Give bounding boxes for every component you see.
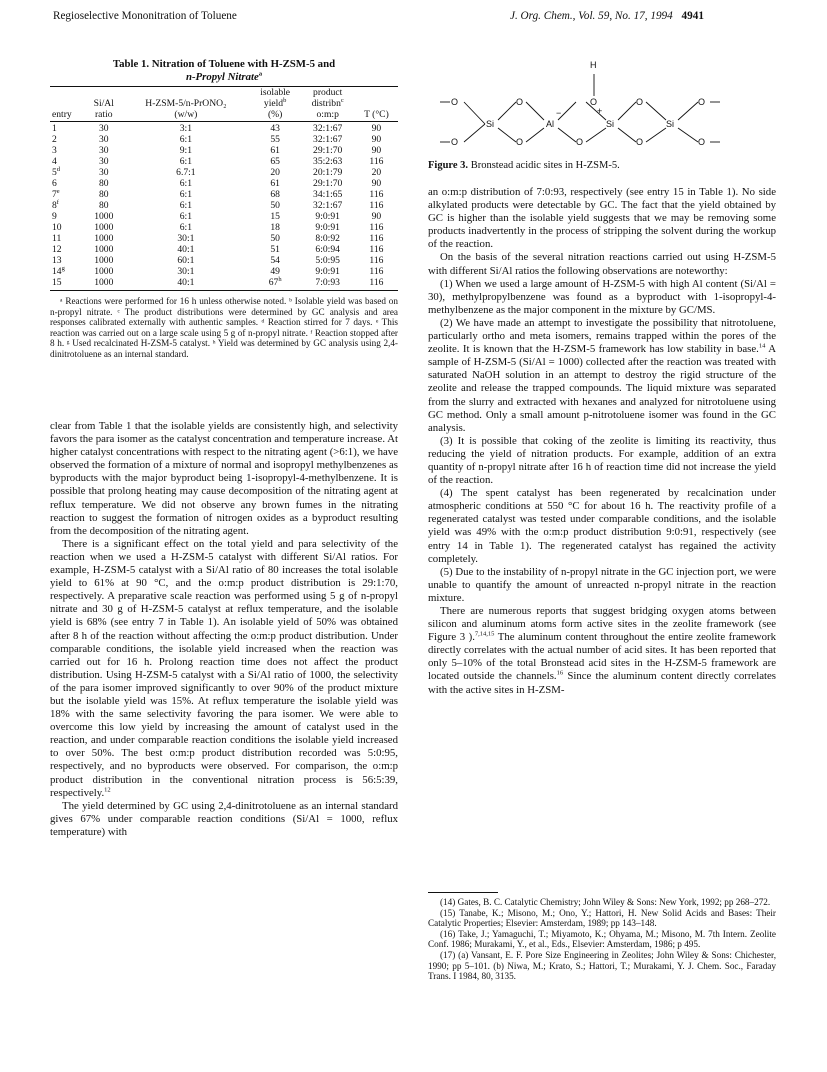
td-sial (86, 233, 122, 244)
reference-15: (15) Tanabe, K.; Misono, M.; Ono, Y.; Hattori, H. New Solid Acids and Bases: Their Catalytic Properties; Elsevier: Amsterdam, 1989; pp 143–148. (428, 907, 776, 929)
table-row (50, 123, 398, 134)
td-entry-value: 1 (52, 123, 57, 134)
td-entry-value: 6 (52, 178, 57, 189)
table-row (50, 178, 398, 189)
th-dist-3: o:m:p (316, 109, 339, 120)
td-ratio-value: 6:1 (179, 156, 192, 167)
td-entry-value: 3 (52, 145, 57, 156)
figure-3 (420, 58, 780, 170)
td-entry-value: 8 (52, 200, 57, 211)
td-yield-value: 61 (270, 178, 280, 189)
table-row (50, 189, 398, 200)
td-entry-value: 7 (52, 189, 57, 200)
th-yield-1: isolable (260, 87, 291, 98)
th-cat-2: (w/w) (174, 109, 198, 120)
td-ratio-value: 6.7:1 (176, 167, 196, 178)
th-yield-2-text: yield (263, 98, 284, 109)
td-temp-value: 116 (369, 200, 384, 211)
td-yield (250, 255, 301, 266)
th-yield-3: (%) (267, 109, 283, 120)
table-grid (50, 87, 398, 288)
td-sial (86, 156, 122, 167)
td-entry-value: 13 (52, 255, 62, 266)
td-temp (355, 277, 398, 288)
td-temp (355, 222, 398, 233)
table-row (50, 134, 398, 145)
td-entry (50, 244, 86, 255)
journal-name: J. Org. Chem., Vol. 59, No. 17, 1994 (510, 10, 673, 22)
charge-plus: + (597, 106, 603, 116)
td-entry-value: 11 (52, 233, 62, 244)
td-sial (86, 189, 122, 200)
td-temp (355, 134, 398, 145)
td-dist (301, 189, 355, 200)
td-entry-mark: d (56, 165, 61, 173)
atom-si-3: Si (666, 119, 675, 129)
td-ratio-value: 6:1 (179, 200, 192, 211)
td-entry (50, 167, 86, 178)
right-paragraph-2: On the basis of the several nitration reactions carried out using H-ZSM-5 with different Si/Al ratios the following observations are noteworthy: (428, 251, 776, 277)
td-ratio (122, 178, 250, 189)
atom-o-7: O (636, 97, 644, 107)
td-temp (355, 244, 398, 255)
td-sial-value: 1000 (94, 266, 114, 277)
td-sial (86, 178, 122, 189)
td-yield-value: 51 (270, 244, 280, 255)
td-temp-value: 116 (369, 244, 384, 255)
td-temp (355, 178, 398, 189)
left-column-text (50, 420, 398, 839)
td-temp-value: 20 (371, 167, 382, 178)
th-yield-mark: b (283, 96, 287, 104)
left-paragraph-1: clear from Table 1 that the isolable yields are consistently high, and selectivity favors the para isomer as the catalyst concentration and temperature increase. At higher catalyst concentrations with respect to the nitrating agent (>6:1), we have observed the formation of a mixture of normal and isopropyl methylbenzenes as byproducts with the major byproduct being 1-isopropyl-4-methylbenzene. It is possible that prolong heating may cause decomposition of the nitrating agent at reflux temperature. We did not observe any brown fumes in the nitrating reaction to suggest the formation of nitrogen oxides as a byproduct resulting from the decomposition of the nitrating agent. (50, 420, 398, 537)
td-ratio (122, 244, 250, 255)
td-ratio-value: 3:1 (179, 123, 192, 134)
td-dist-value: 29:1:70 (313, 178, 343, 189)
td-sial-value: 30 (98, 145, 109, 156)
table-row (50, 266, 398, 277)
right-paragraph-6: (4) The spent catalyst has been regenerated by recalcination under atmospheric conditions at 550 °C for about 16 h. The reactivity profile of a regenerated catalyst was tested under comparable conditions, and the isolable yield was 49% with the o:m:p product distribution 9:0:91, respectively (see entry 14 in Table 1). The regenerated catalyst has regained the activity completely. (428, 487, 776, 565)
atom-o-3: O (516, 97, 524, 107)
td-dist-value: 29:1:70 (313, 145, 343, 156)
left-paragraph-2-text: There is a significant effect on the total yield and para selectivity of the reaction when we used a H-ZSM-5 catalyst with different Si/Al ratios. For example, H-ZSM-5 catalyst with a Si/Al ratio of 80 increases the total isolable yield to 61% at 90 °C, and the o:m:p product distribution is 29:1:70, respectively. A preparative scale reaction was performed using 5 g of n-propyl nitrate and 30 g of H-ZSM-5 catalyst at reflux temperature, and the isolable yield is 68% (see entry 7 in Table 1). An isolable yield of 50% was obtained after 8 h of the reaction without affecting the o:m:p product distribution. Under comparable conditions, the isolable yield increased when the reaction was carried out for 16 h. Prolong reaction time does not affect the product distribution. Using H-ZSM-5 catalyst with a Si/Al ratio of 1000, the selectivity of the para isomer improved significantly to over 90% of the product mixture but the isolable yield was 15%. At reflux temperature the isolable yield was 18% with the same selectivity favoring the para isomer. We were able to overcome this low yield by increasing the amount of catalyst used in the reaction, and under comparable reaction conditions the isolable yield increased to over 50%. The best o:m:p product distribution recorded was 5:0:95, respectively, and no byproducts were observed. For comparison, the o:m:p product distribution in the conventional nitration process is 56:5:39, respectively. (50, 537, 398, 799)
right-paragraph-8c: Since the aluminum content directly correlates with the active sites in H-ZSM- (428, 670, 776, 696)
td-ratio (122, 145, 250, 156)
td-temp-value: 116 (369, 189, 384, 200)
table-row (50, 233, 398, 244)
td-temp-value: 116 (369, 222, 384, 233)
td-yield (250, 156, 301, 167)
td-sial-value: 30 (98, 156, 109, 167)
td-entry-value: 9 (52, 211, 57, 222)
td-entry (50, 123, 86, 134)
atom-o-5: O (590, 97, 598, 107)
td-dist (301, 211, 355, 222)
atom-h: H (590, 60, 597, 70)
right-paragraph-3: (1) When we used a large amount of H-ZSM-5 with high Al content (Si/Al = 30), methylpropylbenzene was found as a byproduct with 1-isopropyl-4-methylbenzene as the major component in the mixture by GC/MS. (428, 277, 776, 316)
td-yield (250, 145, 301, 156)
ref-12: 12 (104, 786, 111, 794)
td-sial-value: 1000 (94, 222, 114, 233)
td-entry-mark: e (56, 187, 60, 195)
td-entry-value: 10 (52, 222, 62, 233)
td-ratio-value: 6:1 (179, 189, 192, 200)
atom-o-10: O (698, 137, 706, 147)
td-ratio-value: 40:1 (177, 244, 195, 255)
right-paragraph-8 (428, 605, 776, 697)
td-entry (50, 134, 86, 145)
ref-14: 14 (758, 342, 766, 350)
td-yield-value: 15 (270, 211, 280, 222)
left-paragraph-2 (50, 538, 398, 800)
th-dist-1: product (313, 87, 343, 98)
th-entry: entry (52, 109, 72, 120)
td-temp (355, 145, 398, 156)
atom-si-1: Si (486, 119, 495, 129)
reference-16: (16) Take, J.; Yamaguchi, T.; Miyamoto, K.; Ohyama, M.; Misono, M. 7th Intern. Zeolite Conf. 1986; Murakami, Y., et al., Eds., Elsevier: Amsterdam, 1986; p 495. (428, 928, 776, 950)
td-yield-value: 61 (270, 145, 280, 156)
charge-minus: − (556, 108, 562, 118)
th-temp: T (°C) (364, 109, 389, 120)
td-sial (86, 244, 122, 255)
td-yield (250, 266, 301, 277)
td-ratio (122, 255, 250, 266)
td-dist (301, 266, 355, 277)
td-entry (50, 200, 86, 211)
references-rule (428, 892, 498, 893)
td-yield-value: 43 (270, 123, 280, 134)
td-ratio (122, 134, 250, 145)
td-yield (250, 178, 301, 189)
td-dist (301, 255, 355, 266)
zeolite-structure-diagram (420, 58, 780, 170)
th-sial-1: Si/Al (93, 98, 114, 109)
right-paragraph-5: (3) It is possible that coking of the zeolite is limiting its reactivity, thus reducing the yield of nitration products. For example, addition of an extra quantity of n-propyl nitrate after 16 h of reaction time did not increase the yield of the reaction. (428, 434, 776, 487)
td-dist (301, 178, 355, 189)
td-dist-value: 32:1:67 (313, 134, 343, 145)
td-ratio (122, 189, 250, 200)
td-entry (50, 178, 86, 189)
td-entry (50, 266, 86, 277)
td-ratio-value: 9:1 (179, 145, 192, 156)
td-entry-value: 14 (52, 266, 62, 277)
td-entry (50, 233, 86, 244)
td-sial-value: 80 (98, 178, 109, 189)
td-entry (50, 211, 86, 222)
td-dist (301, 277, 355, 288)
table-bottom-rule (50, 290, 398, 291)
right-paragraph-1: an o:m:p distribution of 7:0:93, respectively (see entry 15 in Table 1). No side alkylated products were detectable by GC. The fact that the yield obtained by GC is higher than the isolable yield suggests that we may be removing some products inadvertently in the process of stripping the solvent during the workup of the reaction. (428, 186, 776, 251)
td-yield-value: 68 (270, 189, 280, 200)
td-sial (86, 200, 122, 211)
td-ratio (122, 123, 250, 134)
td-yield-value: 65 (270, 156, 280, 167)
td-yield-mark: h (278, 275, 282, 283)
td-temp (355, 233, 398, 244)
right-paragraph-7: (5) Due to the instability of n-propyl nitrate in the GC injection port, we were unable to quantify the amount of unreacted n-propyl nitrate in the reaction mixture. (428, 565, 776, 604)
td-sial (86, 145, 122, 156)
td-entry (50, 189, 86, 200)
td-dist (301, 233, 355, 244)
td-dist-value: 6:0:94 (315, 244, 340, 255)
reference-17: (17) (a) Vansant, E. F. Pore Size Engineering in Zeolites; John Wiley & Sons: Chichester, 1990; pp 5–101. (b) Niwa, M.; Krato, S.; Hattori, T.; Murakami, Y. J. Chem. Soc., Faraday Trans. I 1984, 80, 3135. (428, 949, 776, 982)
td-dist (301, 244, 355, 255)
td-dist-value: 32:1:67 (313, 200, 343, 211)
page-number: 4941 (681, 10, 704, 22)
td-sial-value: 30 (98, 134, 109, 145)
th-dist-2 (301, 98, 355, 109)
td-sial (86, 266, 122, 277)
td-yield-value: 55 (270, 134, 280, 145)
td-entry-value: 15 (52, 277, 62, 288)
figure-caption-label: Figure 3. (428, 160, 469, 171)
reference-14: (14) Gates, B. C. Catalytic Chemistry; John Wiley & Sons: New York, 1992; pp 268–272. (440, 897, 771, 907)
td-dist (301, 200, 355, 211)
td-entry-value: 12 (52, 244, 62, 255)
table-row (50, 167, 398, 178)
td-temp-value: 90 (371, 134, 382, 145)
td-ratio (122, 277, 250, 288)
td-ratio-value: 6:1 (179, 211, 192, 222)
table-title (50, 58, 398, 83)
td-ratio-value: 6:1 (179, 178, 192, 189)
table-1 (50, 58, 398, 360)
atom-o-8: O (636, 137, 644, 147)
th-dist-2-text: distribn (311, 98, 341, 109)
th-cat-1: H-ZSM-5/n-PrONO₂ (145, 98, 227, 109)
td-entry-value: 2 (52, 134, 57, 145)
td-ratio-value: 30:1 (177, 266, 195, 277)
td-sial-value: 1000 (94, 255, 114, 266)
right-paragraph-4a: (2) We have made an attempt to investigate the possibility that nitrotoluene, particularly ortho and meta isomers, remains trapped within the pores of the zeolite. It is known that the H-ZSM-5 framework has low stability in base. (428, 316, 776, 356)
td-dist-value: 7:0:93 (315, 277, 340, 288)
reference-list (428, 897, 776, 982)
td-sial-value: 1000 (94, 233, 114, 244)
td-temp-value: 90 (371, 178, 382, 189)
td-ratio-value: 30:1 (177, 233, 195, 244)
table-row (50, 255, 398, 266)
td-dist-value: 9:0:91 (315, 266, 340, 277)
td-sial (86, 211, 122, 222)
td-dist (301, 156, 355, 167)
atom-si-2: Si (606, 119, 615, 129)
td-ratio (122, 200, 250, 211)
td-ratio-value: 6:1 (179, 134, 192, 145)
td-yield-value: 49 (270, 266, 280, 277)
atom-o-9: O (698, 97, 706, 107)
td-temp-value: 116 (369, 255, 384, 266)
td-sial-value: 1000 (94, 277, 114, 288)
td-sial (86, 255, 122, 266)
td-dist-value: 34:1:65 (313, 189, 343, 200)
td-temp-value: 116 (369, 156, 384, 167)
td-entry (50, 222, 86, 233)
td-sial (86, 277, 122, 288)
td-sial (86, 167, 122, 178)
td-ratio (122, 233, 250, 244)
td-yield (250, 189, 301, 200)
right-column-text (428, 186, 776, 697)
td-temp-value: 90 (371, 211, 382, 222)
td-dist (301, 145, 355, 156)
td-entry (50, 156, 86, 167)
right-paragraph-4b: A sample of H-ZSM-5 (Si/Al = 1000) collected after the reaction was treated with saturated NaOH solution in an attempt to destroy the rigid structure of the zeolite and release the trapped compounds. The liquid mixture was separated from the slurry and extracted with hexanes and analyzed for nitrotoluene using GC method. Only a small amount p-nitrotoluene isomer was found in the GC analysis. (428, 343, 776, 434)
table-footnotes: ᵃ Reactions were performed for 16 h unless otherwise noted. ᵇ Isolable yield was based on n-propyl nitrate. ᶜ The product distributions were determined by GC analysis and area responses calibrated externally with authentic samples. ᵈ Reaction stirred for 7 days. ᵉ This reaction was carried out on a large scale using 5 g of n-propyl nitrate. ᶠ Reaction stopped after 8 h. ᵍ Used recalcinated H-ZSM-5 catalyst. ʰ Yield was determined by GC analysis using 2,4-dinitrotoluene as an internal standard. (50, 296, 398, 359)
table-row (50, 145, 398, 156)
running-title: Regioselective Mononitration of Toluene (53, 10, 237, 22)
td-temp-value: 116 (369, 266, 384, 277)
td-entry-mark: g (61, 264, 65, 272)
left-paragraph-3: The yield determined by GC using 2,4-dinitrotoluene as an internal standard gives 67% under comparable reaction conditions (Si/Al = 1000, reflux temperature) with (50, 799, 398, 838)
td-ratio-value: 40:1 (177, 277, 195, 288)
th-sial-2: ratio (94, 109, 113, 120)
td-entry-mark: f (56, 198, 59, 206)
td-entry-value: 4 (52, 156, 57, 167)
td-dist (301, 123, 355, 134)
td-temp-value: 116 (369, 233, 384, 244)
ref-7-14-15: 7,14,15 (474, 630, 495, 638)
td-dist-value: 35:2:63 (313, 156, 343, 167)
journal-citation (510, 10, 704, 22)
table-row (50, 200, 398, 211)
td-sial-value: 1000 (94, 244, 114, 255)
td-sial (86, 123, 122, 134)
td-sial-value: 80 (98, 200, 109, 211)
table-title-mark: a (258, 69, 263, 77)
td-ratio-value: 60:1 (177, 255, 195, 266)
table-row (50, 211, 398, 222)
td-temp (355, 167, 398, 178)
td-yield (250, 222, 301, 233)
td-temp-value: 90 (371, 145, 382, 156)
right-paragraph-8a: There are numerous reports that suggest bridging oxygen atoms between silicon and aluminum atoms form active sites in the zeolite framework (see Figure 3 ). (428, 605, 776, 644)
td-yield-value: 50 (270, 233, 280, 244)
td-temp (355, 123, 398, 134)
table-title-line2: n-Propyl Nitrate (185, 70, 259, 83)
td-ratio (122, 211, 250, 222)
table-title-line1: Table 1. Nitration of Toluene with H-ZSM-5 and (112, 58, 336, 70)
td-ratio (122, 167, 250, 178)
td-dist-value: 5:0:95 (315, 255, 340, 266)
td-yield (250, 200, 301, 211)
td-temp (355, 255, 398, 266)
td-dist (301, 167, 355, 178)
td-sial-value: 1000 (94, 211, 114, 222)
td-dist-value: 32:1:67 (313, 123, 343, 134)
td-sial (86, 222, 122, 233)
figure-caption (428, 160, 620, 171)
td-temp (355, 200, 398, 211)
td-ratio (122, 266, 250, 277)
td-dist (301, 134, 355, 145)
atom-o-2: O (451, 137, 459, 147)
atom-o-6: O (576, 137, 584, 147)
td-yield-value: 20 (270, 167, 280, 178)
td-sial-value: 30 (98, 167, 109, 178)
td-yield (250, 244, 301, 255)
td-entry (50, 277, 86, 288)
td-temp (355, 266, 398, 277)
th-yield-2 (250, 98, 301, 109)
td-sial-value: 30 (98, 123, 109, 134)
atom-o-4: O (516, 137, 524, 147)
td-dist-value: 20:1:79 (313, 167, 343, 178)
td-ratio-value: 6:1 (179, 222, 192, 233)
td-dist-value: 9:0:91 (315, 211, 340, 222)
td-temp-value: 116 (369, 277, 384, 288)
td-yield-value: 54 (270, 255, 280, 266)
td-temp (355, 211, 398, 222)
td-yield (250, 134, 301, 145)
td-dist-value: 9:0:91 (315, 222, 340, 233)
td-entry (50, 145, 86, 156)
td-yield-value: 18 (270, 222, 280, 233)
td-sial-value: 80 (98, 189, 109, 200)
td-yield (250, 277, 301, 288)
td-yield-value: 50 (270, 200, 280, 211)
td-temp-value: 90 (371, 123, 382, 134)
table-row (50, 222, 398, 233)
table-row (50, 277, 398, 288)
td-dist (301, 222, 355, 233)
td-entry (50, 255, 86, 266)
td-yield-value: 67 (268, 277, 279, 288)
table-row (50, 156, 398, 167)
td-sial (86, 134, 122, 145)
figure-caption-text: Bronstead acidic sites in H-ZSM-5. (470, 160, 620, 171)
td-yield (250, 233, 301, 244)
td-ratio (122, 156, 250, 167)
table-row (50, 244, 398, 255)
td-temp (355, 189, 398, 200)
right-paragraph-8b: The aluminum content throughout the entire zeolite framework directly correlates with the actual number of acid sites. It has been reported that only 5–10% of the total Bronstead acid sites in the H-ZSM-5 framework are located outside the channels. (428, 631, 776, 683)
td-temp (355, 156, 398, 167)
td-ratio (122, 222, 250, 233)
atom-o-1: O (451, 97, 459, 107)
td-entry-value: 5 (52, 167, 57, 178)
ref-16: 16 (556, 669, 564, 677)
atom-al: Al (546, 119, 555, 129)
td-yield (250, 211, 301, 222)
references (428, 892, 776, 982)
td-yield (250, 167, 301, 178)
th-dist-mark: c (340, 96, 344, 104)
right-paragraph-4 (428, 317, 776, 435)
td-dist-value: 8:0:92 (315, 233, 340, 244)
td-yield (250, 123, 301, 134)
